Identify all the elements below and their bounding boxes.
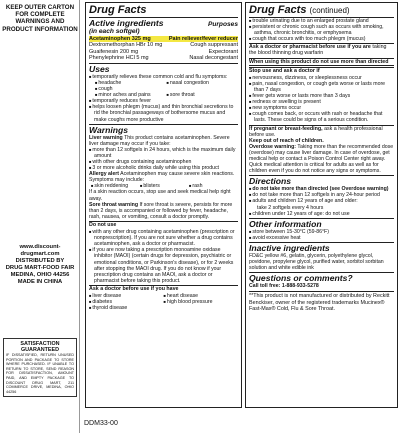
dnu-item: ■ if you are now taking a prescription monoamine oxidase inhibitor (MAOI) (certain drugs for depression, psychiatric or emotional conditions, or Parkinson's disease), or for 2 weeks after stopping the MAOI drug. If you do not know if your prescription drug contains an MAOI, ask a doctor or pharmacist before taking this product. (89, 247, 238, 284)
ingredient-row (89, 49, 238, 56)
allergy-text: Acetaminophen may cause severe skin reactions. Symptoms may include: (89, 171, 235, 184)
distributor-block (1, 244, 79, 286)
condition-item: ■ heart disease (164, 293, 239, 299)
condition-item: ■ thyroid disease (89, 305, 238, 311)
directions-title: Directions (249, 175, 394, 186)
do-not-use-title: Do not use (89, 221, 238, 228)
distributor-line: DRUG MART-FOOD FAIR (5, 265, 75, 271)
liver-item: ■ 3 or more alcoholic drinks daily while using this product (89, 165, 238, 171)
pregnant-label: If pregnant or breast-feeding, (249, 125, 323, 132)
purposes-label: Purposes (207, 20, 238, 28)
product-code: DDM33-00 (84, 420, 118, 427)
uses-intro: ■ temporarily relieves these common cold and flu symptoms: (89, 74, 238, 80)
pregnant-warning (249, 125, 394, 138)
stop-use-title: Stop use and ask a doctor if (249, 67, 394, 74)
allergy-alert (89, 171, 238, 183)
condition-item: ■ persistent or chronic cough such as occurs with smoking, asthma, chronic bronchitis, or emphysema (249, 24, 394, 36)
title-continued: (continued) (309, 6, 350, 15)
satisfaction-title: SATISFACTION GUARANTEED (20, 341, 60, 353)
ingredient-name: Dextromethorphan HBr 10 mg (89, 42, 163, 49)
ingredient-purpose: Nasal decongestant (189, 55, 238, 62)
symptom-item: ■ minor aches and pains (95, 92, 167, 98)
satisfaction-body: IF DISSATISFIED, RETURN UNUSED PORTION AND PACKAGE TO STORE WHERE PURCHASED. IF UNABLE TO RETURN TO STORE, SEND REASON FOR DISSATISFACTION, AMOUNT PAID, AND EMPTY PACKAGE TO DISCOUNT DRUG MART, 211 COMMERCE DRIVE, MEDINA, OHIO 44256 (6, 353, 74, 394)
uses-title: Uses (89, 63, 238, 74)
active-sub-title: (in each softgel) (89, 28, 140, 35)
pregnant-text: ask a health professional before use. (249, 125, 383, 138)
ask-pharm-text: taking the blood thinning drug warfarin (249, 44, 387, 57)
distributor-line: MEDINA, OHIO 44256 (10, 272, 70, 278)
other-item: ■ avoid excessive heat (249, 235, 394, 241)
ingredient-purpose: Pain reliever/fever reducer (168, 35, 238, 42)
liver-label: Liver warning (89, 134, 123, 141)
uses-reduces: ■ temporarily reduces fever (89, 98, 238, 104)
condition-item: ■ diabetes (89, 299, 164, 305)
when-using: When using this product do not use more than directed (249, 58, 394, 66)
condition-row (89, 305, 238, 311)
direction-item: ■ adults and children 12 years of age and older: (249, 198, 394, 204)
stop-item: ■ redness or swelling is present (249, 99, 394, 105)
ask-pharm-label: Ask a doctor or pharmacist before use if you are (249, 44, 371, 51)
ask-pharmacist (249, 43, 394, 56)
allergy-item: ■ rash (189, 183, 238, 189)
direction-item: ■ do not take more than directed (see Overdose warning) (249, 186, 394, 192)
condition-item: ■ liver disease (89, 293, 164, 299)
stop-item: ■ new symptoms occur (249, 105, 394, 111)
condition-item: ■ trouble urinating due to an enlarged prostate gland (249, 18, 394, 24)
symptom-item: ■ sore throat (167, 92, 239, 98)
sore-throat-warning (89, 202, 238, 220)
satisfaction-box (3, 338, 77, 397)
dnu-item: ■ with any other drug containing acetaminophen (prescription or nonprescription). If you are not sure whether a drug contains acetaminophen, ask a doctor or pharmacist. (89, 229, 238, 247)
ingredient-name: Guaifenesin 200 mg (89, 48, 139, 55)
overdose-text: Taking more than the recommended dose (overdose) may cause liver damage. In case of overdose, get medical help or contact a Poison Control Center right away. Quick medical attention is critical for adults as well as for children even if you do not notice any signs or symptoms. (249, 143, 394, 175)
overdose-label: Overdose warning: (249, 143, 296, 150)
ask-doctor-title: Ask a doctor before use if you have (89, 285, 238, 292)
symptom-item: ■ cough (95, 86, 238, 92)
warnings-title: Warnings (89, 124, 238, 135)
liver-text: This product contains acetaminophen. Severe liver damage may occur if you take: (89, 134, 230, 147)
drug-facts-panel (85, 2, 242, 408)
ingredient-row (89, 55, 238, 62)
distributor-line: DISTRIBUTED BY (15, 258, 65, 264)
stop-item: ■ pain, nasal congestion, or cough gets worse or lasts more than 7 days (249, 81, 394, 93)
other-info-title: Other information (249, 218, 394, 229)
liver-warning (89, 135, 238, 147)
overdose-warning (249, 144, 394, 174)
drug-facts-continued-panel (245, 2, 398, 408)
symptom-item: ■ headache (95, 80, 167, 86)
questions-title: Questions or comments? (249, 272, 394, 283)
ingredient-row (89, 36, 238, 43)
title-text: Drug Facts (249, 4, 307, 16)
allergy-item: ■ blisters (140, 183, 189, 189)
stop-item: ■ cough comes back, or occurs with rash or headache that lasts. These could be signs of a serious condition. (249, 111, 394, 123)
inactive-title: Inactive ingredients (249, 242, 394, 253)
ingredient-purpose: Expectorant (208, 48, 238, 55)
trademark-footnote: **This product is not manufactured or distributed by Reckitt Benckiser, owner of the registered trademarks Mucinex® Fast-Max® Cold, Flu & Sore Throat. (249, 291, 394, 312)
questions-phone: Call toll free: 1-888-933-5278 (249, 283, 319, 290)
uses-helps: ■ helps loosen phlegm (mucus) and thin bronchial secretions to rid the bronchial passageways of bothersome mucus and make coughs more productive (89, 104, 238, 122)
stop-item: ■ fever gets worse or lasts more than 3 days (249, 93, 394, 99)
sore-label: Sore throat warning (89, 201, 138, 208)
direction-item: ■ do not take more than 12 softgels in any 24-hour period (249, 192, 394, 198)
sore-text: If sore throat is severe, persists for more than 2 days, is accompanied or followed by fever, headache, rash, nausea, or vomiting, consult a doctor promptly. (89, 201, 233, 220)
condition-item: ■ high blood pressure (164, 299, 239, 305)
direction-item: ■ children under 12 years of age: do not use (249, 211, 394, 217)
website-link[interactable]: www.discount-drugmart.com (19, 244, 61, 257)
keep-carton-notice: KEEP OUTER CARTON FOR COMPLETE WARNINGS AND PRODUCT INFORMATION (2, 4, 78, 33)
liver-item: ■ more than 12 softgels in 24 hours, which is the maximum daily amount (89, 147, 238, 159)
ingredient-row (89, 42, 238, 49)
allergy-label: Allergy alert (89, 171, 119, 178)
drug-facts-title: Drug Facts (89, 4, 238, 18)
active-ingredients-title: Active ingredients (89, 18, 164, 28)
condition-item: ■ cough that occurs with too much phlegm (mucus) (249, 36, 394, 42)
keep-out-label: Keep out of reach of children. (249, 137, 324, 144)
carton-side-panel (0, 0, 80, 433)
other-item: ■ store between 15-30°C (59-86°F) (249, 229, 394, 235)
ingredient-name: Acetaminophen 325 mg (89, 35, 151, 42)
allergy-after: If a skin reaction occurs, stop use and seek medical help right away. (89, 189, 231, 202)
stop-item: ■ nervousness, dizziness, or sleeplessness occur (249, 75, 394, 81)
direction-item: take 2 softgels every 4 hours (257, 204, 324, 211)
allergy-item: ■ skin reddening (91, 183, 140, 189)
symptom-item: ■ nasal congestion (167, 80, 239, 86)
ingredient-purpose: Cough suppressant (190, 42, 238, 49)
drug-facts-continued-title (249, 4, 394, 18)
ingredient-name: Phenylephrine HCl 5 mg (89, 55, 149, 62)
inactive-text: FD&C yellow #6, gelatin, glycerin, polyethylene glycol, povidone, propylene glycol, purified water, sorbitol sorbitan solution and white edible ink (249, 252, 384, 272)
distributor-line: MADE IN CHINA (17, 279, 63, 285)
liver-item: ■ with other drugs containing acetaminophen (89, 159, 238, 165)
